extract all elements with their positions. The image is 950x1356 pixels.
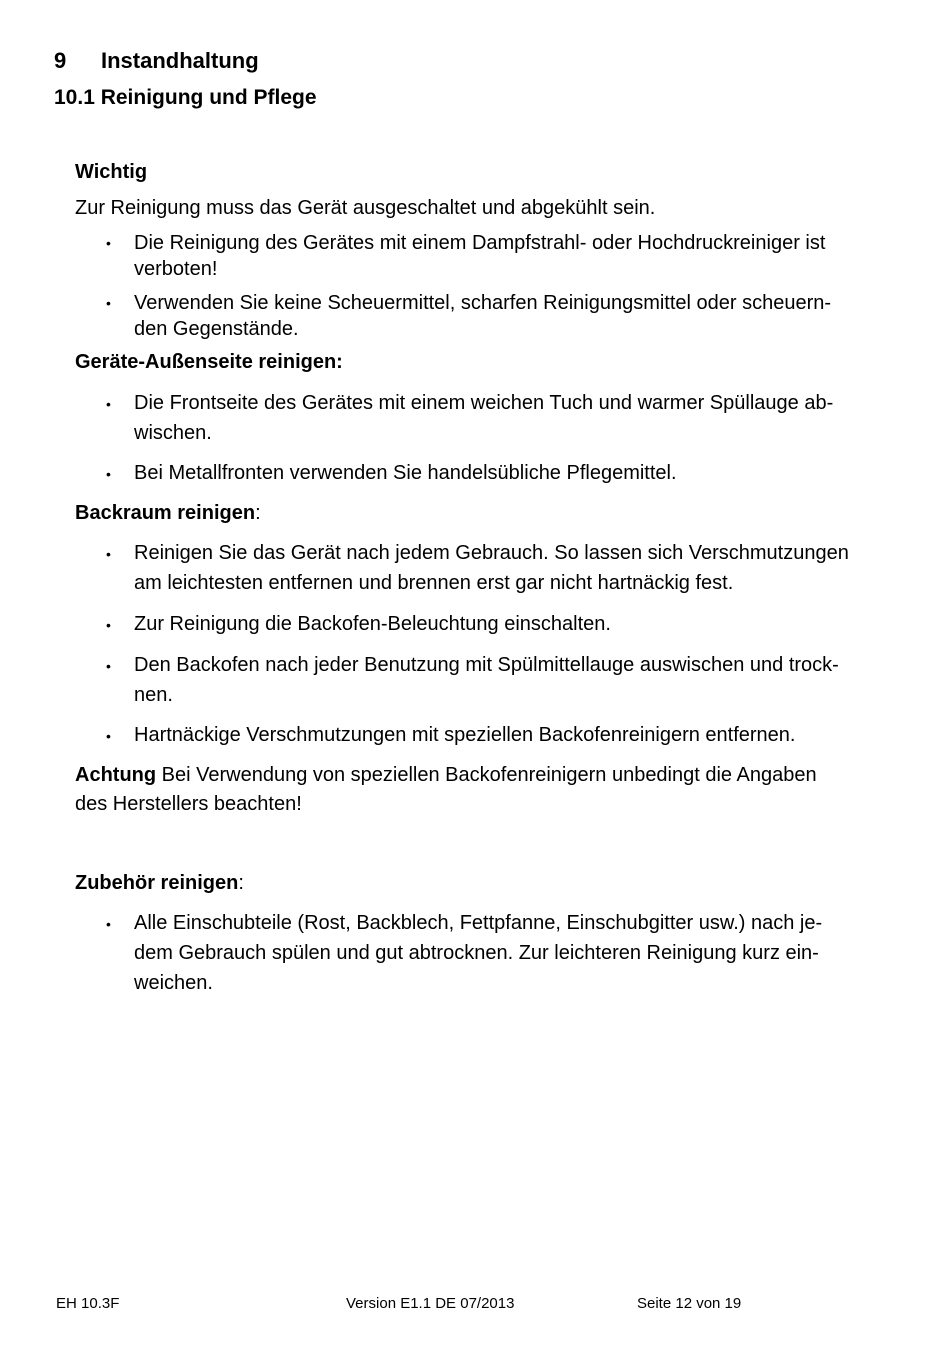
subsection-title: 10.1 Reinigung und Pflege	[54, 86, 317, 109]
important-heading: Wichtig	[75, 161, 148, 183]
footer-version: Version E1.1 DE 07/2013	[346, 1295, 515, 1312]
footer-page-number: Seite 12 von 19	[637, 1295, 742, 1312]
list-item-line: Alle Einschubteile (Rost, Backblech, Fettpfanne, Einschubgitter usw.) nach je-	[134, 912, 823, 934]
accessories-heading-label: Zubehör reinigen	[75, 872, 239, 894]
bullet-icon: •	[106, 235, 111, 251]
important-intro: Zur Reinigung muss das Gerät ausgeschaltet und abgekühlt sein.	[75, 197, 656, 219]
bullet-icon: •	[106, 466, 111, 482]
accessories-heading	[75, 872, 244, 895]
list-item-line: Reinigen Sie das Gerät nach jedem Gebrauch. So lassen sich Verschmutzungen	[134, 542, 849, 564]
list-item-line: Die Frontseite des Gerätes mit einem weichen Tuch und warmer Spüllauge ab-	[134, 392, 834, 414]
oven-heading	[75, 502, 261, 525]
list-item-line: Bei Metallfronten verwenden Sie handelsübliche Pflegemittel.	[134, 462, 677, 484]
exterior-heading: Geräte-Außenseite reinigen:	[75, 351, 343, 373]
bullet-icon: •	[106, 396, 111, 412]
list-item-line: weichen.	[134, 972, 213, 994]
section-number: 9	[54, 48, 67, 73]
list-item-line: Zur Reinigung die Backofen-Beleuchtung einschalten.	[134, 613, 611, 635]
oven-heading-suffix: :	[255, 502, 261, 524]
list-item-line: wischen.	[134, 422, 212, 444]
oven-heading-label: Backraum reinigen	[75, 502, 256, 524]
attention-text-line2: des Herstellers beachten!	[75, 793, 302, 815]
attention-label: Achtung	[75, 764, 157, 786]
attention-note	[75, 764, 817, 787]
section-title: Instandhaltung	[101, 48, 259, 73]
bullet-icon: •	[106, 546, 111, 562]
list-item-line: Hartnäckige Verschmutzungen mit speziellen Backofenreinigern entfernen.	[134, 724, 796, 746]
list-item-line: Die Reinigung des Gerätes mit einem Dampfstrahl- oder Hochdruckreiniger ist	[134, 232, 826, 254]
bullet-icon: •	[106, 295, 111, 311]
bullet-icon: •	[106, 916, 111, 932]
attention-text: Bei Verwendung von speziellen Backofenreinigern unbedingt die Angaben	[156, 764, 817, 786]
bullet-icon: •	[106, 728, 111, 744]
bullet-icon: •	[106, 617, 111, 633]
list-item-line: verboten!	[134, 258, 218, 280]
footer-model: EH 10.3F	[56, 1295, 120, 1312]
list-item-line: am leichtesten entfernen und brennen erst gar nicht hartnäckig fest.	[134, 572, 734, 594]
list-item-line: Den Backofen nach jeder Benutzung mit Spülmittellauge auswischen und trock-	[134, 654, 839, 676]
bullet-icon: •	[106, 658, 111, 674]
list-item-line: Verwenden Sie keine Scheuermittel, scharfen Reinigungsmittel oder scheuern-	[134, 292, 832, 314]
accessories-heading-suffix: :	[238, 872, 244, 894]
list-item-line: dem Gebrauch spülen und gut abtrocknen. Zur leichteren Reinigung kurz ein-	[134, 942, 819, 964]
list-item-line: den Gegenstände.	[134, 318, 299, 340]
list-item-line: nen.	[134, 684, 173, 706]
